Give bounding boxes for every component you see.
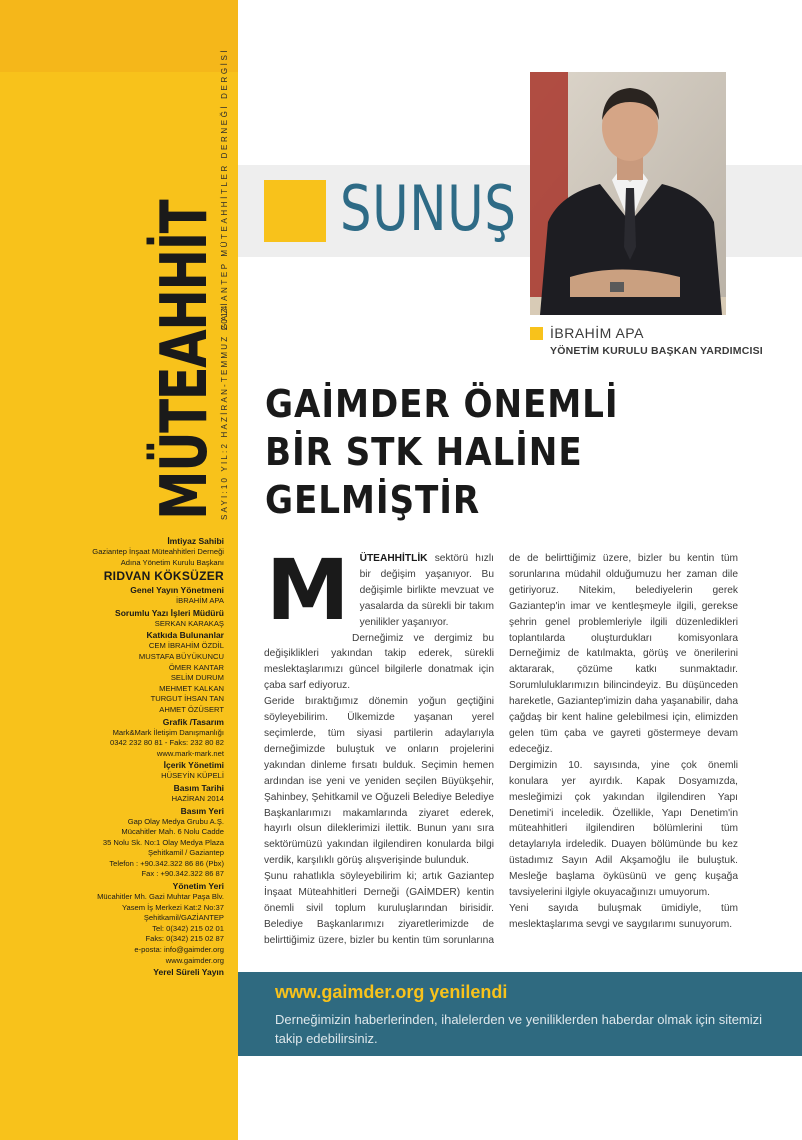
headline-line: GAİMDER ÖNEMLİ <box>265 382 619 426</box>
section-marker <box>264 180 326 242</box>
imprint-owner-org: Gaziantep İnşaat Müteahhitleri Derneği <box>92 547 224 556</box>
imprint-printer-label: Basım Yeri <box>180 805 224 816</box>
author-marker <box>530 327 543 340</box>
imprint-admin-line: Mücahitler Mh. Gazi Muhtar Paşa Blv. <box>97 892 224 902</box>
headline-line: GELMİŞTİR <box>265 478 481 522</box>
article-paragraph: Geride bıraktığımız dönemin yoğun geçtiğini söyleyebilirim. Ülkemizde yaşanan yerel seçimlerde, tüm siyasi partilerin adaylarıyla derneğimizde buluştuk ve onların projelerini yakından dinleme fırsatı bulduk. Seçimin hemen ardından ise yeni ve yeniden seçilen Büyükşehir, Şahinbey, Şehitkamil ve Oğuzeli Belediye Belediye Başkanlarımızı makamlarında ziyaret ederek, hayırlı olsun dileklerimizi ilettik. Bunun yanı sıra sektörümüzü yakından ilgilendiren konularda bilgi verdik, karşılıklı görüş alışverişinde bulunduk. <box>264 696 494 867</box>
imprint-managing-label: Sorumlu Yazı İşleri Müdürü <box>115 607 224 618</box>
imprint-printer-line: Telefon : +90.342.322 86 86 (Pbx) <box>109 858 224 868</box>
article-column-right <box>509 551 738 933</box>
imprint-owner-name: RIDVAN KÖKSÜZER <box>103 569 224 584</box>
masthead-title: MÜTEAHHİT <box>148 200 222 520</box>
imprint <box>0 535 224 978</box>
imprint-contributor: TURGUT İHSAN TAN <box>150 694 224 704</box>
imprint-print-date: HAZİRAN 2014 <box>171 793 224 803</box>
imprint-content-label: İçerik Yönetimi <box>163 760 224 771</box>
imprint-email-link[interactable]: e-posta: info@gaimder.org <box>134 945 224 955</box>
imprint-periodical-label: Yerel Süreli Yayın <box>153 967 224 978</box>
portrait-illustration <box>530 72 726 315</box>
imprint-printer-line: Fax : +90.342.322 86 87 <box>141 869 224 879</box>
imprint-owner-org: Adına Yönetim Kurulu Başkanı <box>120 557 224 567</box>
imprint-contributor: MEHMET KALKAN <box>159 683 224 693</box>
article-headline <box>265 380 735 524</box>
imprint-design-label: Grafik /Tasarım <box>162 716 224 727</box>
author-role: YÖNETİM KURULU BAŞKAN YARDIMCISI <box>550 345 763 357</box>
drop-cap: M <box>266 541 350 639</box>
headline-line: BİR STK HALİNE <box>265 430 583 474</box>
masthead-issue-line: SAYI:10 YIL:2 HAZİRAN-TEMMUZ 2014 <box>220 303 229 520</box>
article-paragraph: Şunu rahatlıkla söyleyebilirim ki; artık Gaziantep İnşaat Müteahhitleri Derneği (GAİMDER) kentin önemli sivil toplum kuruluşlarından birisidir. Belediye Başkanlarımızı ziyaretlerimizde de belirttiğimiz üzere, bizler bu kentin tüm sorunlarına <box>264 871 494 946</box>
section-title: SUNUŞ <box>340 172 517 245</box>
imprint-contributors-label: Katkıda Bulunanlar <box>146 630 224 641</box>
imprint-managing-name: SERKAN KARAKAŞ <box>154 618 224 628</box>
website-banner[interactable] <box>238 972 802 1056</box>
author-name: İBRAHİM APA <box>550 325 644 341</box>
article-paragraph: Yeni sayıda buluşmak ümidiyle, tüm meslektaşlarıma sevgi ve saygılarımı sunuyorum. <box>509 902 738 930</box>
article-lead: ÜTEAHHİTLİK <box>359 553 428 564</box>
imprint-contributor: SELİM DURUM <box>170 673 224 683</box>
article-column-left <box>264 541 494 948</box>
imprint-editor-name: İBRAHİM APA <box>176 596 224 606</box>
article-paragraph: Dergimizin 10. sayısında, yine çok önemli konulara yer ayırdık. Kapak Dosyamızda, mesleğimizi çok yakından ilgilendiren Yapı Denetimi'i inceledik. Özellikle, Yapı Denetim'in müteahhitleri ilgilendiren bölümlerini tüm detaylarıyla irdeledik. Duayen bölümünde bu kez üstadımız Sayın Adil Akşamoğlu ile buluştuk. Mesleğe başlama öyküsünü ve genç kuşağa tavsiyelerini ilgiyle okuyacağınızı umuyorum. <box>509 759 738 899</box>
imprint-contributor: AHMET ÖZÜSERT <box>159 704 224 714</box>
author-portrait <box>530 72 726 315</box>
imprint-design-line: 0342 232 80 81 - Faks: 232 80 82 <box>110 738 224 748</box>
sidebar <box>0 0 238 1140</box>
imprint-contributor: MUSTAFA BÜYÜKUNCU <box>138 651 224 661</box>
imprint-design-line: Mark&Mark İletişim Danışmanlığı <box>112 727 224 737</box>
banner-text: Derneğimizin haberlerinden, ihalelerden ve yeniliklerden haberdar olmak için sitemizi takip edebilirsiniz. <box>275 1012 763 1046</box>
masthead-subtitle: GAZİANTEP MÜTEAHHİTLER DERNEĞİ DERGİSİ <box>220 47 229 330</box>
imprint-editor-label: Genel Yayın Yönetmeni <box>130 585 224 596</box>
imprint-admin-line: Yasem İş Merkezi Kat:2 No:37 <box>122 902 224 912</box>
article-text: sektörü hızlı bir değişim yaşanıyor. Bu değişimle birlikte mevzuat ve yasalarda da sürekli bir takım yenilikler yaşanıyor. <box>359 553 494 628</box>
article-paragraph: Derneğimiz ve dergimiz bu değişiklikleri yakından takip ederek, sürekli meslektaşlarımızı güncel bilgilerle donatmak için çaba sarf ediyoruz. <box>264 632 494 692</box>
imprint-website-link[interactable]: www.gaimder.org <box>165 955 224 965</box>
imprint-admin-line: Tel: 0(342) 215 02 01 <box>152 923 224 933</box>
imprint-printer-line: Şehitkamil / Gaziantep <box>148 848 224 858</box>
imprint-admin-line: Faks: 0(342) 215 02 87 <box>145 934 224 944</box>
imprint-content-name: HÜSEYİN KÜPELİ <box>161 771 224 781</box>
masthead <box>148 47 230 520</box>
imprint-admin-label: Yönetim Yeri <box>172 881 224 892</box>
imprint-contributor: CEM İBRAHİM ÖZDİL <box>148 641 224 651</box>
imprint-design-link[interactable]: www.mark-mark.net <box>156 748 224 758</box>
imprint-printer-line: Gap Olay Medya Grubu A.Ş. <box>127 816 224 826</box>
imprint-admin-line: Şehitkamil/GAZİANTEP <box>143 913 224 923</box>
banner-title-link[interactable]: www.gaimder.org yenilendi <box>275 982 508 1002</box>
imprint-printer-line: Mücahitler Mah. 6 Nolu Cadde <box>121 827 224 837</box>
imprint-print-date-label: Basım Tarihi <box>173 782 224 793</box>
imprint-contributor: ÖMER KANTAR <box>168 662 224 672</box>
article-paragraph-continued: de de belirttiğimiz üzere, bizler bu kentin tüm sorunlarına müdahil olduğumuzu her zaman dile getiriyoruz. Nitekim, belediyelerin gerek Gaziantep'in imar ve kentleşmeyle ilgili, gerekse şehrin genel problemleriyle ilgili düzenledikleri toplantılarda oluşturdukları komisyonlara Derneğimiz de katılmakta, görüş ve önerilerini aktararak, çözüme katkı sunmaktadır. Sorumluluklarımızın bilincindeyiz. Bu düşünceden hareketle, Gaziantep'imizin daha yaşanabilir, daha çağdaş bir kent haline gelebilmesi için, elimizden gelen tüm çaba ve gayreti göstermeye devam edeceğiz. <box>509 553 738 755</box>
imprint-owner-label: İmtiyaz Sahibi <box>167 536 224 546</box>
imprint-printer-line: 35 Nolu Sk. No:1 Olay Medya Plaza <box>102 837 224 847</box>
